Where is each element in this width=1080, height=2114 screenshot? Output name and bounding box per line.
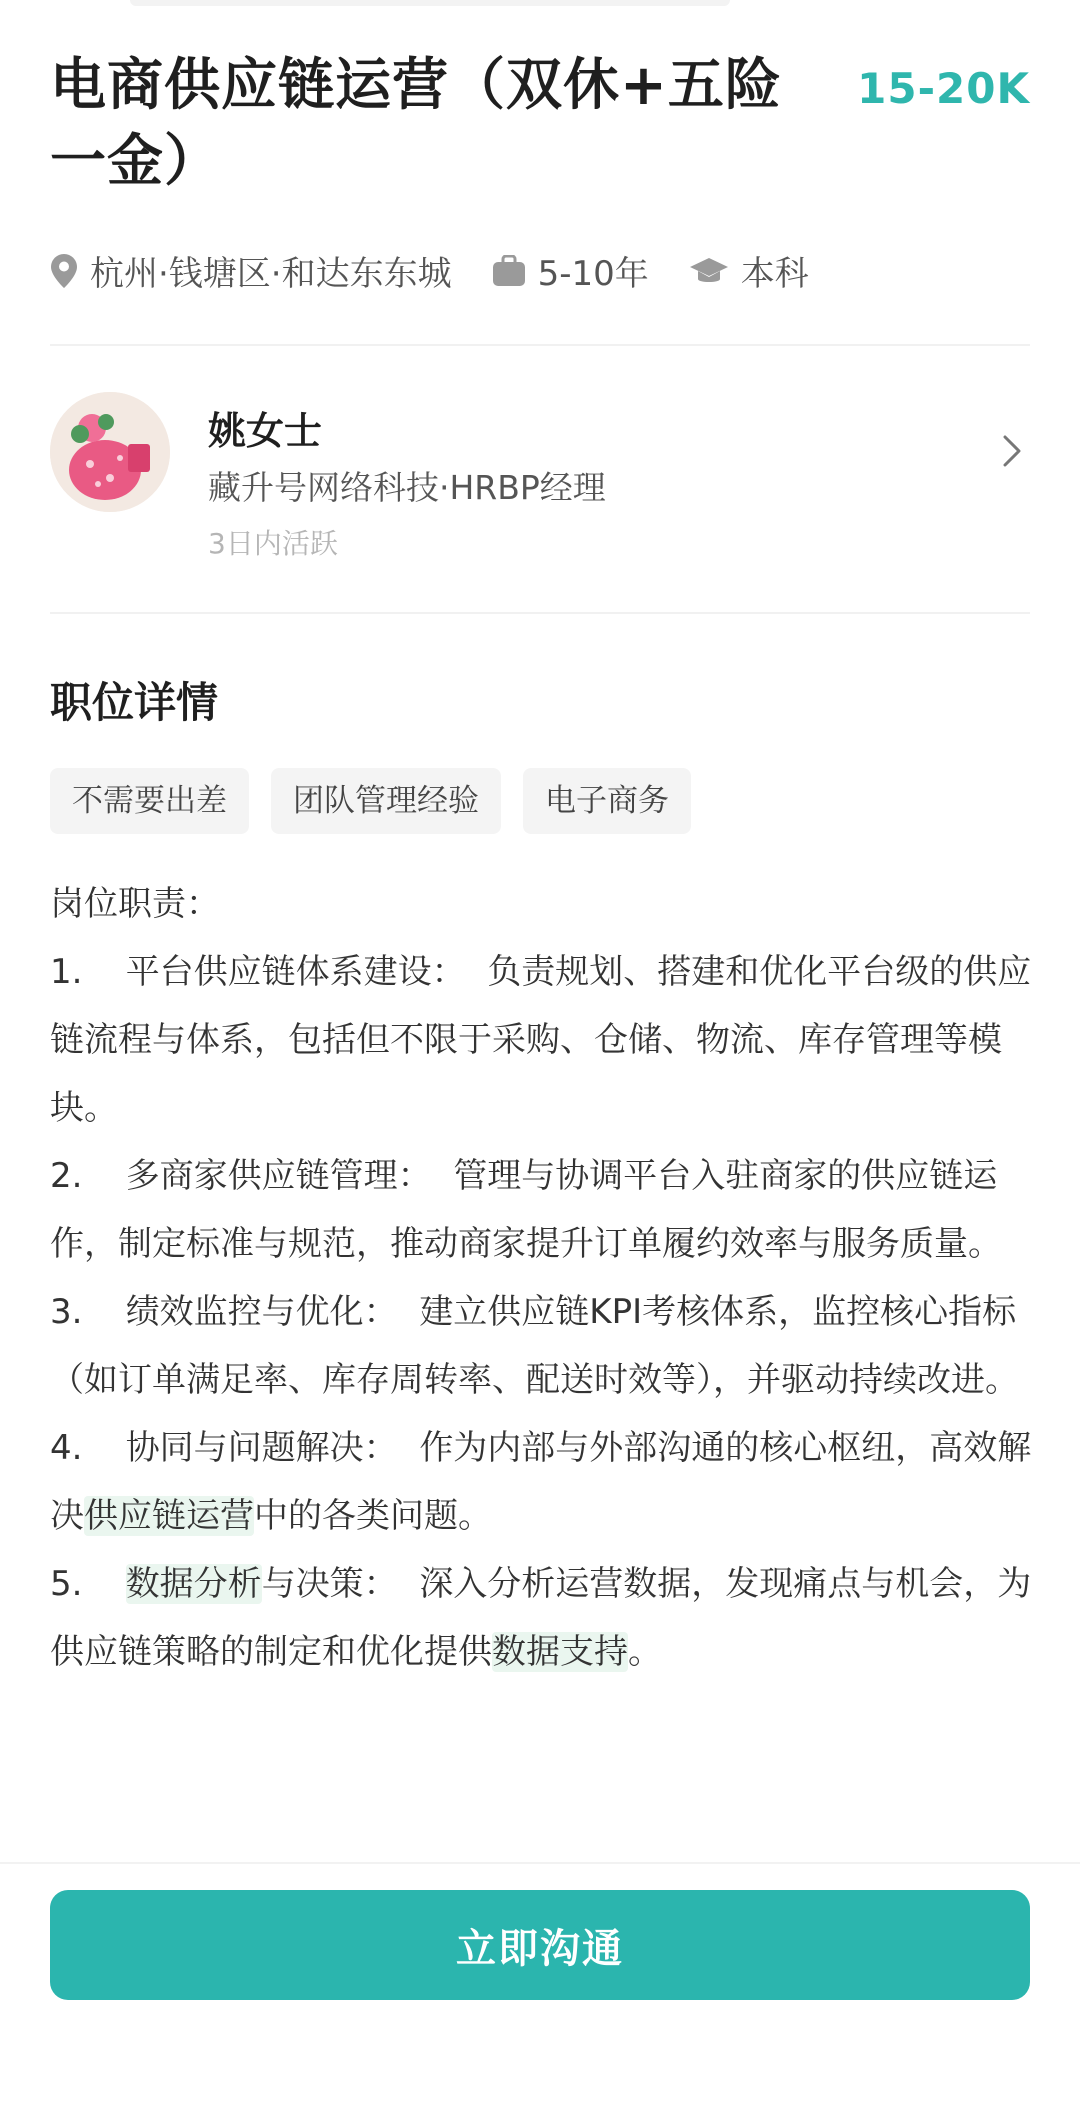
highlighted-keyword[interactable]: 数据支持 <box>492 1632 628 1672</box>
highlighted-keyword[interactable]: 供应链运营 <box>84 1496 254 1536</box>
location-pin-icon <box>50 253 78 289</box>
location-meta <box>50 246 452 295</box>
item-number: 5. <box>50 1564 83 1604</box>
chevron-right-icon[interactable] <box>1002 434 1022 468</box>
job-meta-row <box>50 246 849 295</box>
avatar-image <box>50 392 170 512</box>
recruiter-name: 姚女士 <box>208 409 323 453</box>
item-heading: 绩效监控与优化： <box>125 1292 398 1332</box>
job-tag: 电子商务 <box>523 768 691 834</box>
experience-text: 5-10年 <box>537 254 649 294</box>
item-number: 1. <box>50 952 83 992</box>
highlighted-keyword[interactable]: 数据分析 <box>125 1564 262 1604</box>
description-item <box>50 1142 1040 1278</box>
chat-now-button[interactable]: 立即沟通 <box>50 1890 1030 2000</box>
job-tag: 团队管理经验 <box>271 768 501 834</box>
recruiter-card[interactable] <box>50 388 1030 568</box>
job-title: 电商供应链运营（双休+五险一金） <box>50 53 782 194</box>
divider <box>50 344 1030 346</box>
item-heading: 与决策： <box>261 1564 398 1604</box>
item-number: 4. <box>50 1428 83 1468</box>
item-heading: 平台供应链体系建设： <box>125 952 466 992</box>
divider <box>50 612 1030 614</box>
item-body: 作为内部与外部沟通的核心枢纽，高效解决 <box>50 1428 1032 1536</box>
description-item <box>50 1550 1040 1686</box>
graduation-cap-icon <box>689 256 729 286</box>
recruiter-company-role: 藏升号网络科技·HRBP经理 <box>208 468 606 507</box>
avatar[interactable] <box>50 392 170 512</box>
job-description <box>50 870 1040 1686</box>
recruiter-active-status: 3日内活跃 <box>208 527 338 560</box>
job-tag: 不需要出差 <box>50 768 249 834</box>
education-text: 本科 <box>740 254 809 294</box>
description-intro: 岗位职责： <box>50 884 220 924</box>
item-body: 负责规划、搭建和优化平台级的供应链流程与体系，包括但不限于采购、仓储、物流、库存管理等模块。 <box>50 952 1032 1128</box>
item-heading: 协同与问题解决： <box>125 1428 398 1468</box>
item-number: 2. <box>50 1156 83 1196</box>
item-body: 建立供应链KPI考核体系，监控核心指标（如订单满足率、库存周转率、配送时效等），并驱动持续改进。 <box>50 1292 1019 1400</box>
description-item <box>50 1414 1040 1550</box>
item-body: 深入分析运营数据，发现痛点与机会，为供应链策略的制定和优化提供 <box>50 1564 1032 1672</box>
bottom-action-bar <box>0 1862 1080 2114</box>
description-item <box>50 1278 1040 1414</box>
education-meta <box>689 246 809 295</box>
item-number: 3. <box>50 1292 83 1332</box>
job-salary: 15-20K <box>857 64 1030 113</box>
item-body: 中的各类问题。 <box>254 1496 492 1536</box>
section-title-job-details: 职位详情 <box>50 678 219 727</box>
location-text: 杭州·钱塘区·和达东东城 <box>90 254 452 294</box>
description-item <box>50 938 1040 1142</box>
item-body: 。 <box>628 1632 662 1672</box>
item-heading: 多商家供应链管理： <box>125 1156 432 1196</box>
top-sheet-edge <box>130 0 730 6</box>
item-body: 管理与协调平台入驻商家的供应链运作，制定标准与规范，推动商家提升订单履约效率与服务质量。 <box>50 1156 1002 1264</box>
job-tags <box>50 768 713 834</box>
experience-meta <box>492 246 649 295</box>
briefcase-icon <box>492 255 526 287</box>
